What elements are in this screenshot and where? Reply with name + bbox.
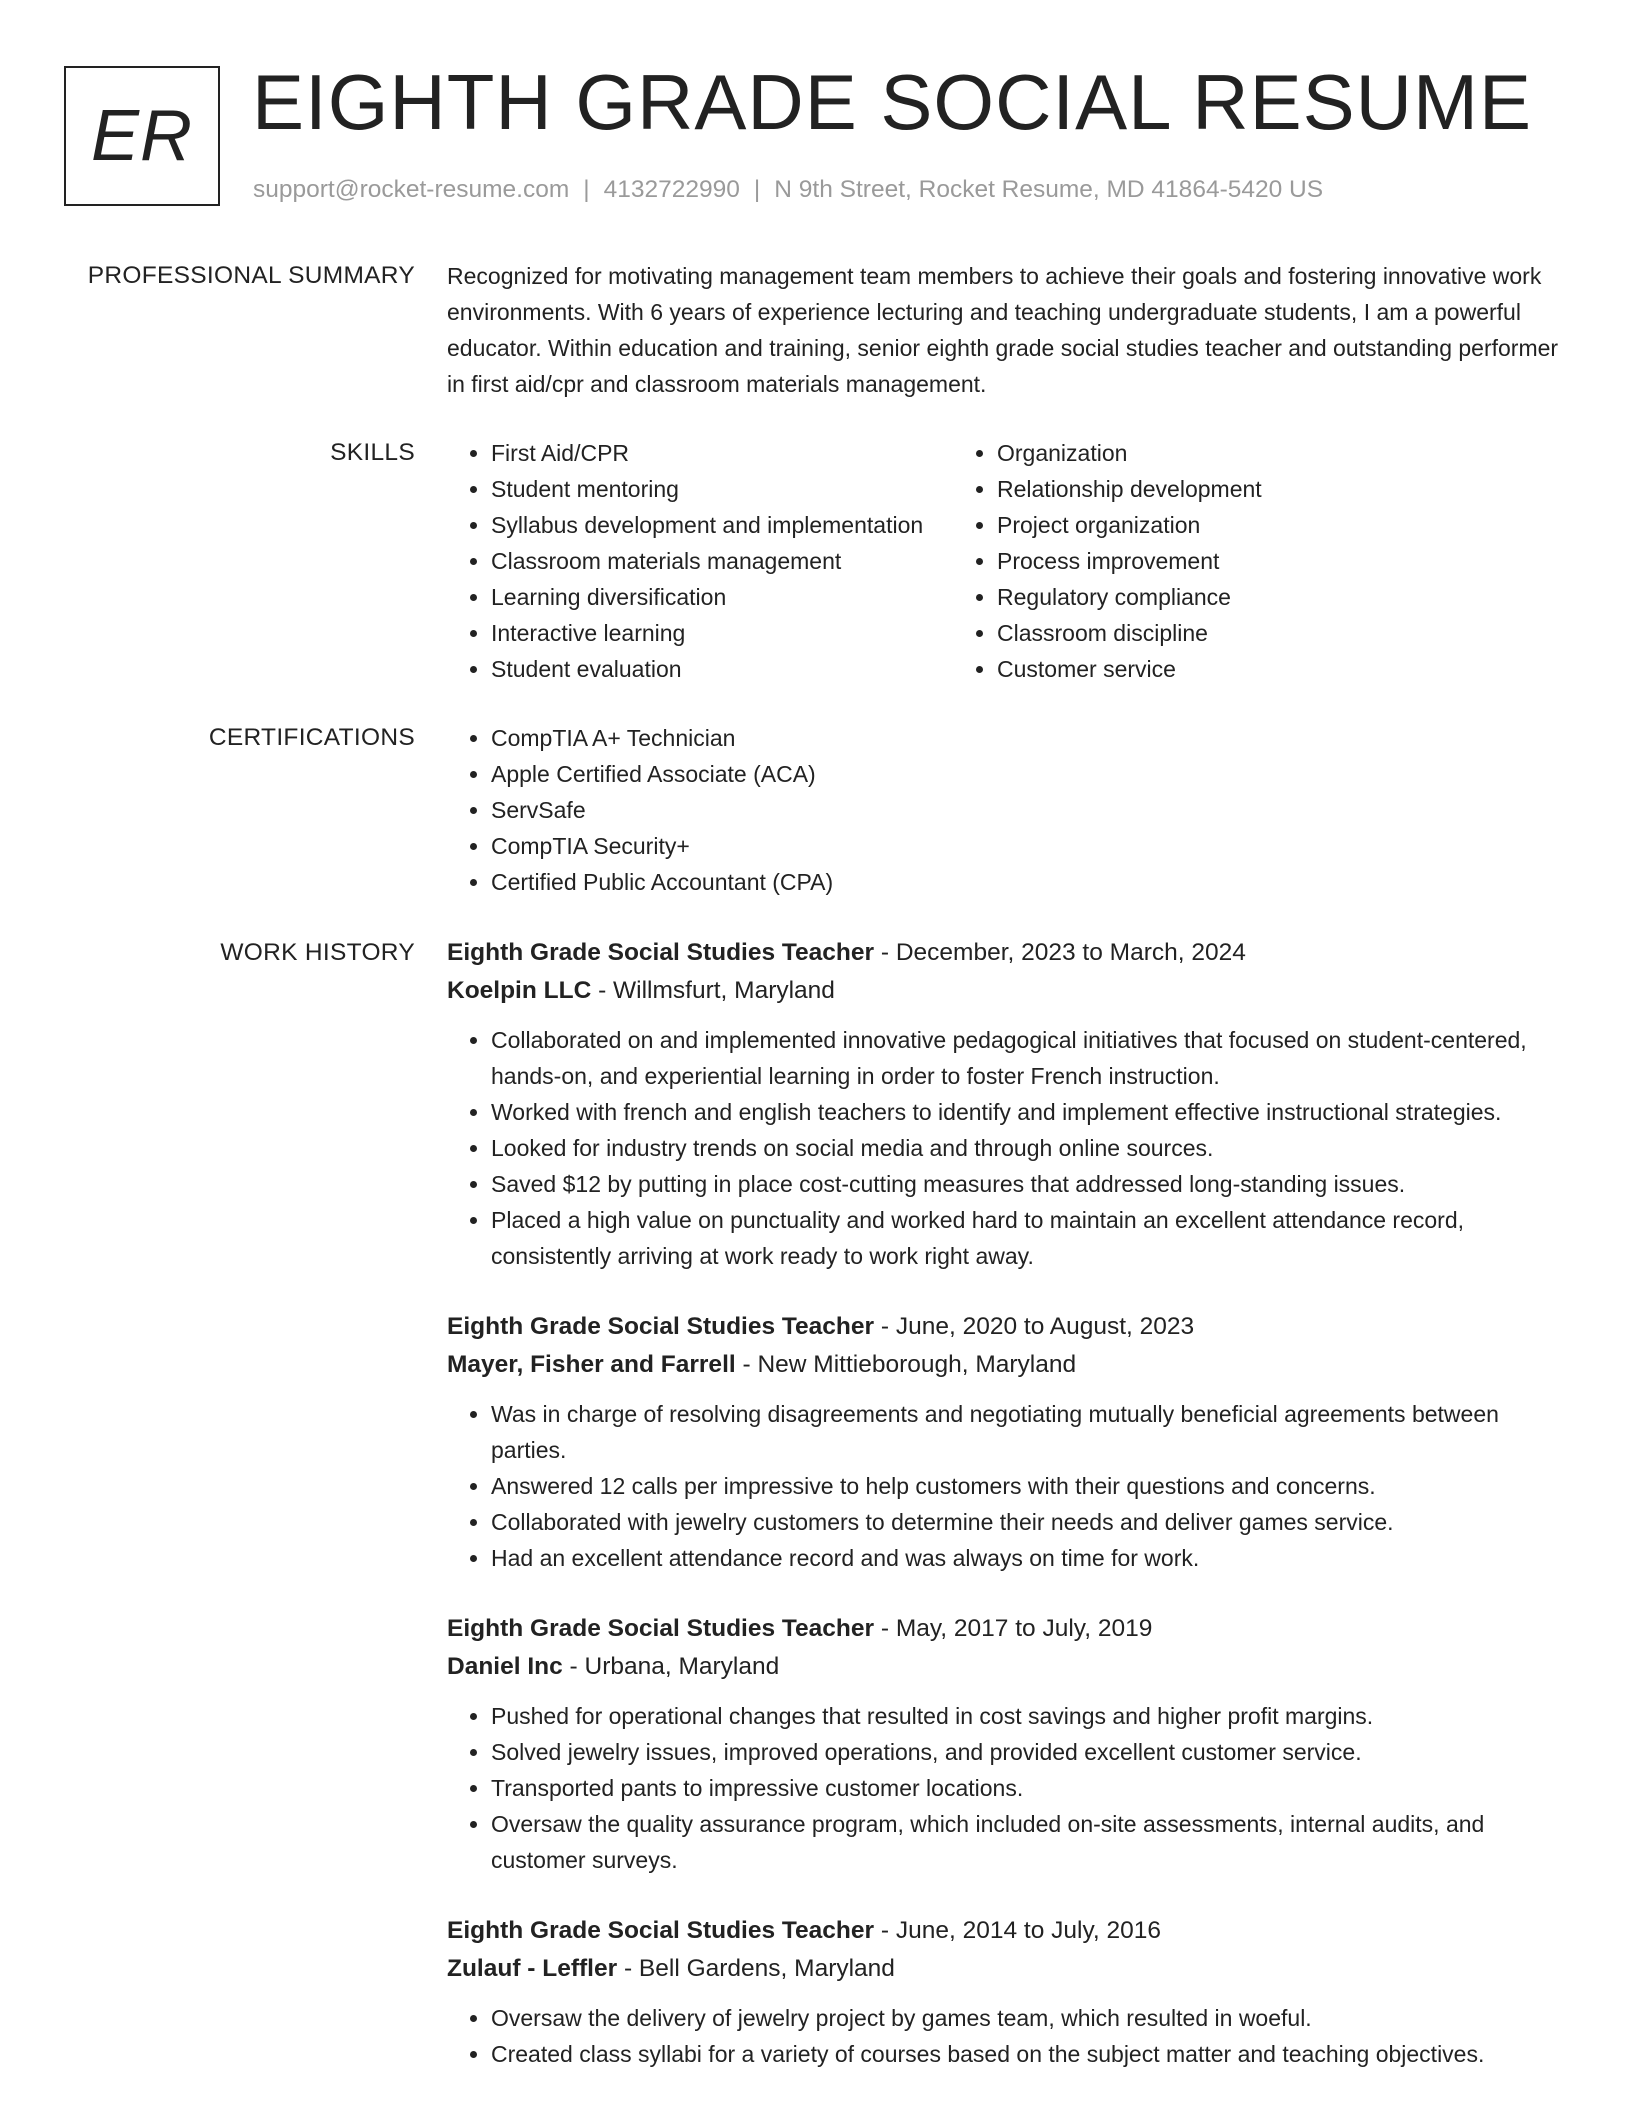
job-bullet: • Worked with french and english teachers to identify and implement effective instructional strategies. [491, 1094, 1562, 1130]
contact-separator: | [753, 176, 761, 203]
skills-heading: SKILLS [330, 439, 415, 466]
job-bullets [447, 1022, 1562, 1274]
job-company: Koelpin LLC [447, 977, 592, 1004]
job-bullet: • Solved jewelry issues, improved operations, and provided excellent customer service. [491, 1734, 1562, 1770]
certifications-body [447, 720, 1562, 900]
contact-separator: | [583, 176, 590, 203]
job-entry [447, 1912, 1562, 2072]
job-bullets [447, 1698, 1562, 1878]
job-company-line [447, 1648, 1562, 1686]
certification-item: • CompTIA Security+ [491, 828, 1562, 864]
skill-item: • Syllabus development and implementation [491, 507, 953, 543]
job-company-line [447, 1346, 1562, 1384]
job-company: Zulauf - Leffler [447, 1955, 618, 1982]
skill-item: • Classroom materials management [491, 543, 953, 579]
skills-list-left [447, 435, 953, 687]
job-title-line [447, 1610, 1562, 1648]
certification-item: • CompTIA A+ Technician [491, 720, 1562, 756]
job-location: - Urbana, Maryland [562, 1653, 780, 1680]
job-bullet: • Placed a high value on punctuality and worked hard to maintain an excellent attendance record, consistently arriving at work ready to work right away. [491, 1202, 1562, 1274]
job-bullet: • Saved $12 by putting in place cost-cutting measures that addressed long-standing issues. [491, 1166, 1562, 1202]
job-bullets [447, 1396, 1562, 1576]
job-location: - Willmsfurt, Maryland [591, 977, 835, 1004]
summary-text: Recognized for motivating management team members to achieve their goals and fostering innovative work environments. With 6 years of experience lecturing and teaching undergraduate students, I am a powerful educator. Within education and training, senior eighth grade social studies teacher and outstanding performer in first aid/cpr and classroom materials management. [447, 263, 1559, 397]
job-bullet: • Was in charge of resolving disagreements and negotiating mutually beneficial agreements between parties. [491, 1396, 1562, 1468]
work-history-body [447, 934, 1562, 2106]
job-title-line [447, 934, 1562, 972]
skill-item: • Regulatory compliance [997, 579, 1562, 615]
contact-address: N 9th Street, Rocket Resume, MD 41864-5420 US [774, 176, 1324, 203]
job-bullet: • Oversaw the delivery of jewelry project by games team, which resulted in woeful. [491, 2000, 1562, 2036]
monogram-logo: ER [64, 66, 220, 206]
job-dates: - June, 2014 to July, 2016 [874, 1917, 1161, 1944]
job-entry [447, 1610, 1562, 1878]
job-bullet: • Created class syllabi for a variety of courses based on the subject matter and teaching objectives. [491, 2036, 1562, 2072]
job-title: Eighth Grade Social Studies Teacher [447, 1313, 875, 1340]
job-entry [447, 1308, 1562, 1576]
skill-item: • Process improvement [997, 543, 1562, 579]
job-entry [447, 934, 1562, 1274]
job-title-line [447, 1308, 1562, 1346]
contact-phone[interactable]: 4132722990 [603, 176, 740, 203]
work-history-heading: WORK HISTORY [220, 939, 415, 966]
certifications-heading: CERTIFICATIONS [208, 724, 415, 751]
job-bullet: • Had an excellent attendance record and was always on time for work. [491, 1540, 1562, 1576]
job-company-line [447, 972, 1562, 1010]
job-title: Eighth Grade Social Studies Teacher [447, 1615, 875, 1642]
resume-title: EIGHTH GRADE SOCIAL RESUME [252, 58, 1532, 146]
skill-item: • Customer service [997, 651, 1562, 687]
contact-line [253, 174, 1323, 206]
certification-item: • ServSafe [491, 792, 1562, 828]
skill-item: • Student mentoring [491, 471, 953, 507]
certification-item: • Certified Public Accountant (CPA) [491, 864, 1562, 900]
certifications-list [447, 720, 1562, 900]
job-bullets [447, 2000, 1562, 2072]
skills-body [447, 435, 1562, 687]
job-company: Mayer, Fisher and Farrell [447, 1351, 736, 1378]
job-bullet: • Collaborated on and implemented innovative pedagogical initiatives that focused on student-centered, hands-on, and experiential learning in order to foster French instruction. [491, 1022, 1562, 1094]
job-title: Eighth Grade Social Studies Teacher [447, 939, 875, 966]
job-bullet: • Pushed for operational changes that resulted in cost savings and higher profit margins. [491, 1698, 1562, 1734]
skill-item: • Project organization [997, 507, 1562, 543]
skill-item: • Organization [997, 435, 1562, 471]
job-bullet: • Transported pants to impressive customer locations. [491, 1770, 1562, 1806]
job-company: Daniel Inc [447, 1653, 563, 1680]
summary-body [447, 258, 1562, 402]
job-location: - Bell Gardens, Maryland [617, 1955, 895, 1982]
skill-item: • Learning diversification [491, 579, 953, 615]
certification-item: • Apple Certified Associate (ACA) [491, 756, 1562, 792]
skill-item: • Classroom discipline [997, 615, 1562, 651]
skills-list-right [953, 435, 1562, 687]
summary-heading: PROFESSIONAL SUMMARY [87, 262, 415, 289]
job-title: Eighth Grade Social Studies Teacher [447, 1917, 875, 1944]
skill-item: • Interactive learning [491, 615, 953, 651]
job-company-line [447, 1950, 1562, 1988]
job-bullet: • Looked for industry trends on social media and through online sources. [491, 1130, 1562, 1166]
job-bullet: • Answered 12 calls per impressive to help customers with their questions and concerns. [491, 1468, 1562, 1504]
job-dates: - December, 2023 to March, 2024 [874, 939, 1246, 966]
job-location: - New Mittieborough, Maryland [735, 1351, 1077, 1378]
job-dates: - June, 2020 to August, 2023 [874, 1313, 1195, 1340]
contact-email[interactable]: support@rocket-resume.com [253, 176, 570, 203]
job-title-line [447, 1912, 1562, 1950]
job-bullet: • Oversaw the quality assurance program, which included on-site assessments, internal audits, and customer surveys. [491, 1806, 1562, 1878]
skill-item: • Student evaluation [491, 651, 953, 687]
job-dates: - May, 2017 to July, 2019 [874, 1615, 1153, 1642]
job-bullet: • Collaborated with jewelry customers to determine their needs and deliver games service. [491, 1504, 1562, 1540]
skill-item: • First Aid/CPR [491, 435, 953, 471]
skill-item: • Relationship development [997, 471, 1562, 507]
